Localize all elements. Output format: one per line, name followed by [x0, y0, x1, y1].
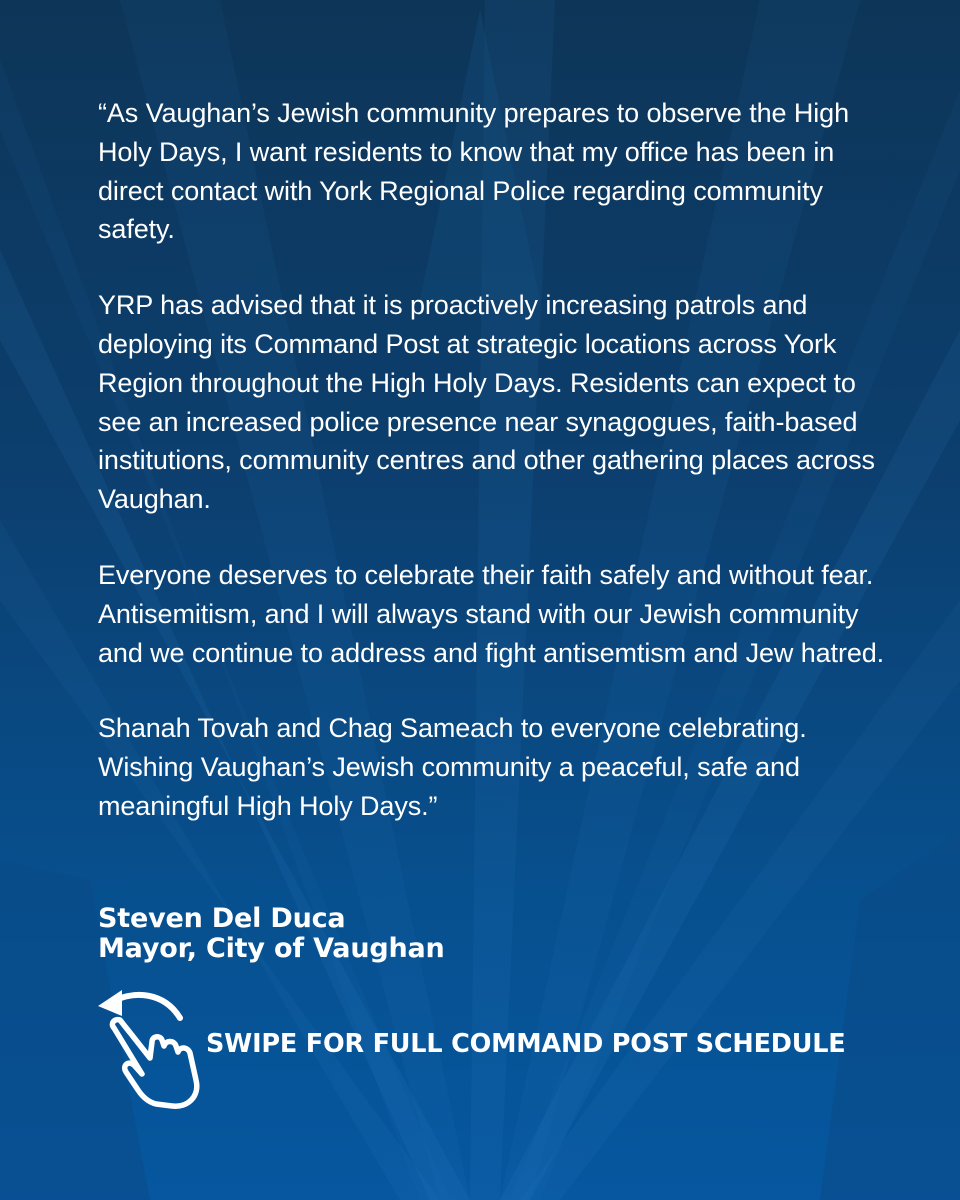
statement-paragraph-2: YRP has advised that it is proactively increasing patrols and deploying its Command Post at strategic locations across York Region throughout the High Holy Days. Residents can expect to see an increased police presence near synagogues, faith-based institutions, community centres and other gathering places across Vaughan. — [98, 290, 875, 515]
statement-body — [98, 94, 888, 863]
signature-block — [98, 904, 445, 964]
statement-paragraph-1: “As Vaughan’s Jewish community prepares to observe the High Holy Days, I want residents to know that my office has been in direct contact with York Regional Police regarding community safety. — [98, 98, 849, 245]
swipe-hand-icon — [92, 980, 212, 1110]
signature-title: Mayor, City of Vaughan — [98, 933, 445, 964]
statement-paragraph-3: Everyone deserves to celebrate their faith safely and without fear. Antisemitism, and I will always stand with our Jewish community and we continue to address and fight antisemtism and Jew hatred. — [98, 559, 885, 668]
swipe-cta-label: SWIPE FOR FULL COMMAND POST SCHEDULE — [206, 1029, 846, 1059]
statement-paragraph-4: Shanah Tovah and Chag Sameach to everyone celebrating. Wishing Vaughan’s Jewish community a peaceful, safe and meaningful High Holy Days.” — [98, 713, 807, 821]
signature-name: Steven Del Duca — [98, 903, 346, 934]
